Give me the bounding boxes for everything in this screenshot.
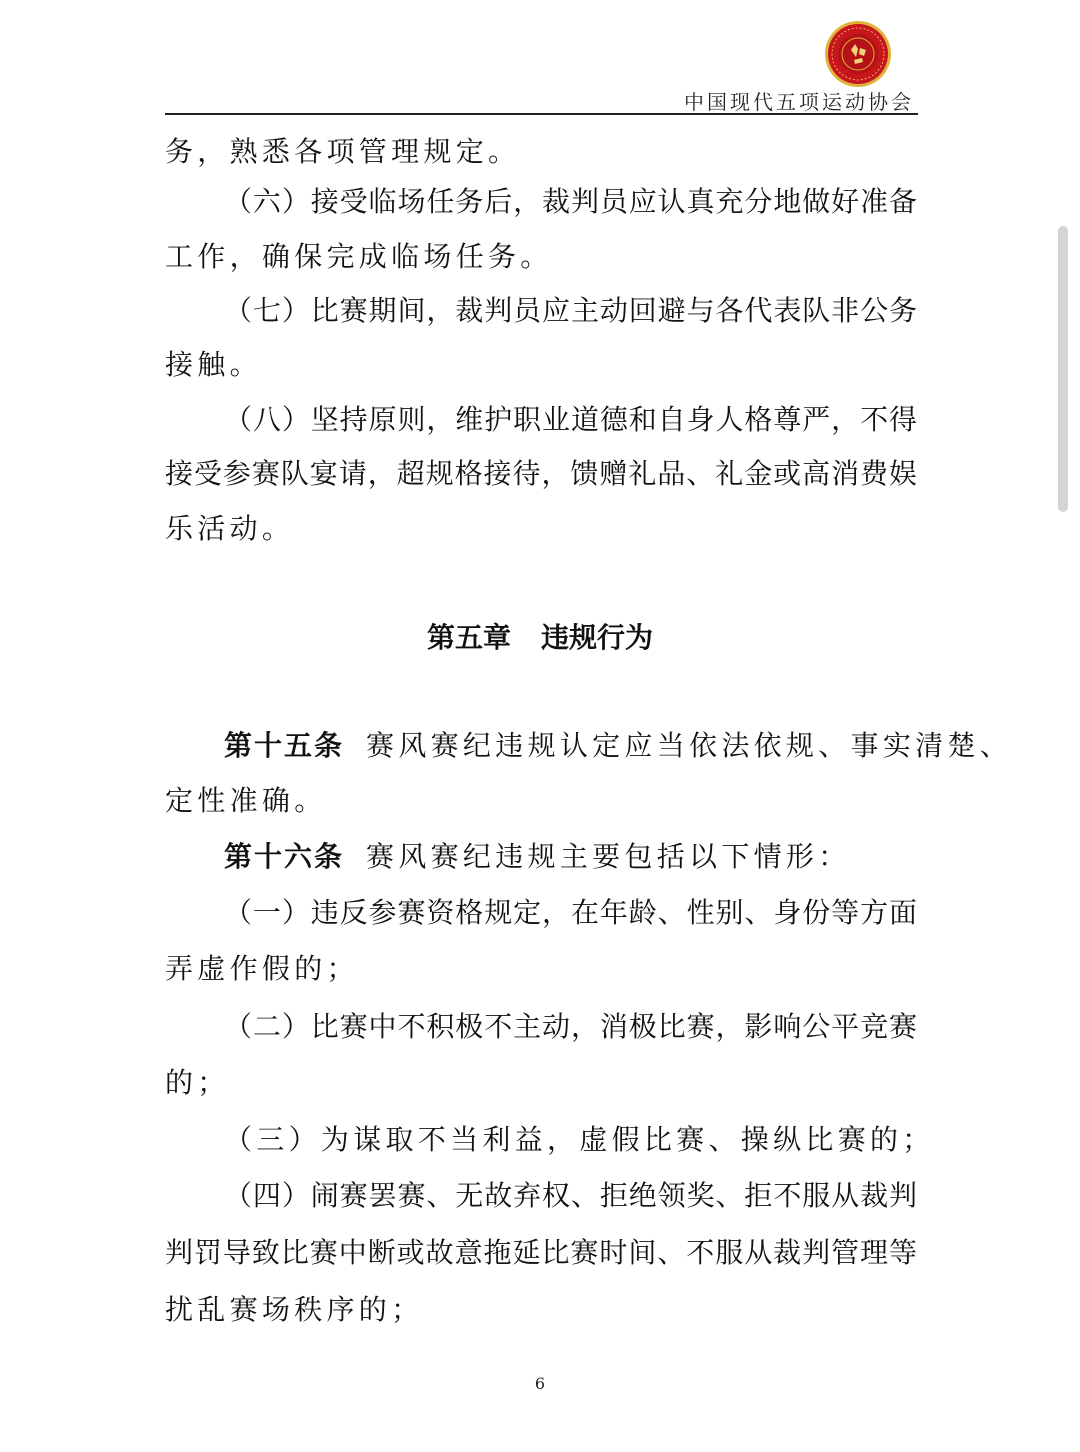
article-16-line	[224, 837, 917, 877]
text-line: （八）坚持原则，维护职业道德和自身人格尊严，不得	[224, 403, 917, 436]
text-line: （二）比赛中不积极不主动，消极比赛，影响公平竞赛	[224, 1010, 917, 1043]
text-line: 务，熟悉各项管理规定。	[165, 135, 521, 168]
header-divider	[165, 113, 918, 115]
text-line: 定性准确。	[165, 784, 327, 817]
text-line: 判罚导致比赛中断或故意拖延比赛时间、不服从裁判管理等	[165, 1236, 917, 1269]
article-15-text: 赛风赛纪违规认定应当依法依规、事实清楚、	[366, 729, 1013, 762]
article-15-line	[224, 726, 1013, 766]
text-line: （三）为谋取不当利益，虚假比赛、操纵比赛的；	[224, 1123, 935, 1156]
scrollbar-thumb[interactable]	[1058, 226, 1068, 512]
text-line: 接触。	[165, 348, 262, 381]
text-line: 扰乱赛场秩序的；	[165, 1293, 424, 1326]
text-line: 工作，确保完成临场任务。	[165, 240, 553, 273]
text-line: 接受参赛队宴请，超规格接待，馈赠礼品、礼金或高消费娱	[165, 457, 917, 490]
header-organization-name: 中国现代五项运动协会	[684, 90, 914, 114]
chapter-heading	[0, 618, 1080, 658]
chapter-title: 违规行为	[541, 621, 654, 654]
article-15-label: 第十五条	[224, 729, 345, 762]
text-line: （六）接受临场任务后，裁判员应认真充分地做好准备	[224, 185, 917, 218]
association-logo	[824, 20, 892, 88]
text-line: （七）比赛期间，裁判员应主动回避与各代表队非公务	[224, 294, 917, 327]
article-16-text: 赛风赛纪违规主要包括以下情形：	[366, 840, 851, 873]
text-line: （一）违反参赛资格规定，在年龄、性别、身份等方面	[224, 896, 917, 929]
text-line: 弄虚作假的；	[165, 952, 359, 985]
text-line: （四）闹赛罢赛、无故弃权、拒绝领奖、拒不服从裁判	[224, 1179, 917, 1212]
chapter-number: 第五章	[426, 621, 511, 654]
article-16-label: 第十六条	[224, 840, 345, 873]
text-line: 的；	[165, 1066, 230, 1099]
page-number: 6	[534, 1374, 546, 1393]
text-line: 乐活动。	[165, 512, 295, 545]
